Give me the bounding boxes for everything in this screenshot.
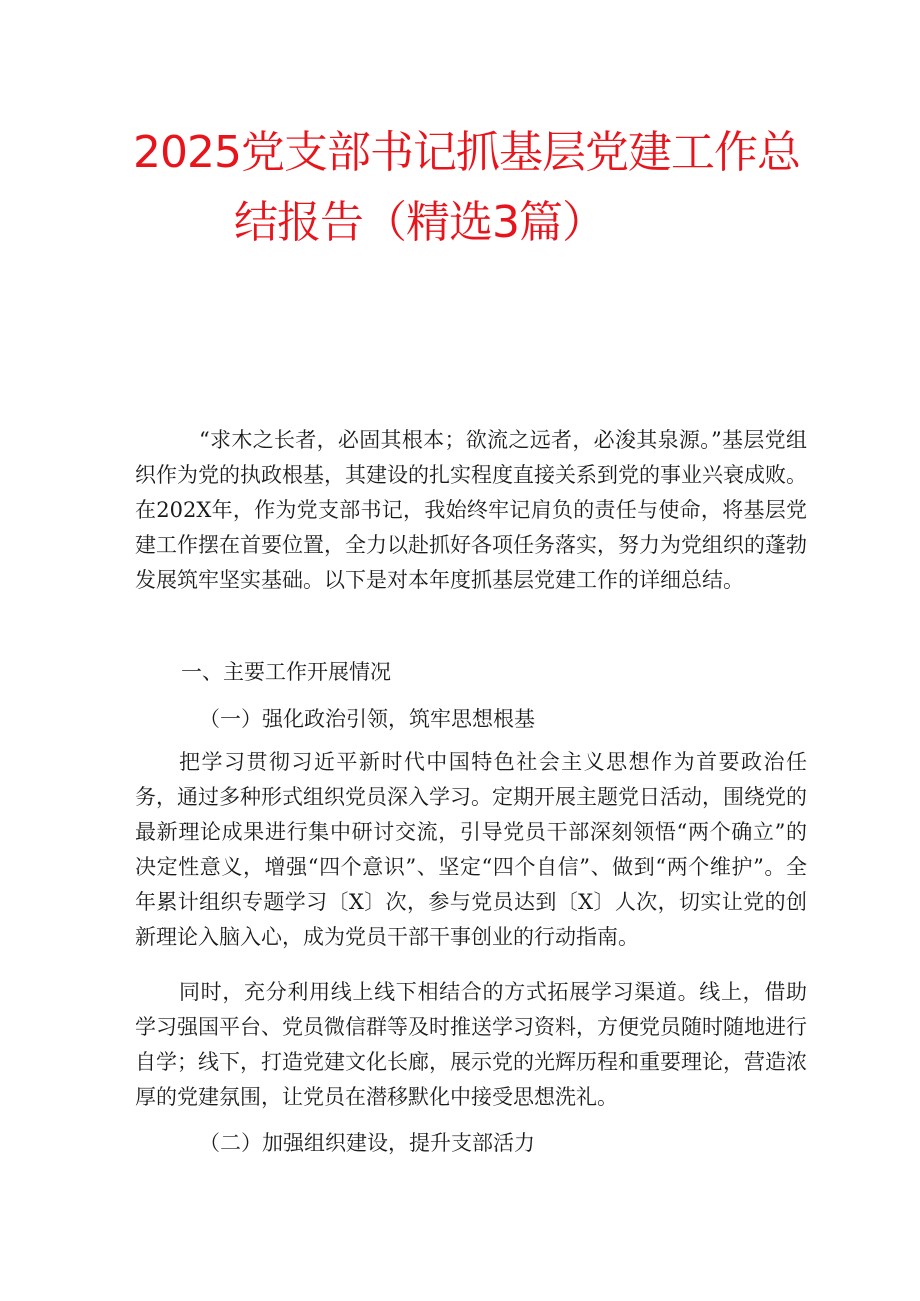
- paragraph-learning-channels: 同时，充分利用线上线下相结合的方式拓展学习渠道。线上，借助学习强国平台、党员微信群等及时推送学习资料，方便党员随时随地进行自学；线下，打造党建文化长廊，展示党的光辉历程和重要理论，营造浓厚的党建氛围，让党员在潜移默化中接受思想洗礼。: [135, 980, 807, 1109]
- paragraph-study-theory: 把学习贯彻习近平新时代中国特色社会主义思想作为首要政治任务，通过多种形式组织党员深入学习。定期开展主题党日活动，围绕党的最新理论成果进行集中研讨交流，引导党员干部深刻领悟“两个确立”的决定性意义，增强“四个意识”、坚定“四个自信”、做到“两个维护”。全年累计组织专题学习〔X〕次，参与党员达到〔X〕人次，切实让党的创新理论入脑入心，成为党员干部干事创业的行动指南。: [135, 750, 807, 949]
- document-title: [0, 118, 920, 258]
- title-line-2: 结报告（精选3篇）: [234, 197, 605, 248]
- intro-paragraph: “求木之长者，必固其根本；欲流之远者，必浚其泉源。”基层党组织作为党的执政根基，其建设的扎实程度直接关系到党的事业兴衰成败。在202X年，作为党支部书记，我始终牢记肩负的责任与使命，将基层党建工作摆在首要位置，全力以赴抓好各项任务落实，努力为党组织的蓬勃发展筑牢坚实基础。以下是对本年度抓基层党建工作的详细总结。: [135, 428, 807, 592]
- subsection-heading-organization-building: （二）加强组织建设，提升支部活力: [199, 1131, 535, 1155]
- title-line-1: 2025党支部书记抓基层党建工作总: [133, 127, 800, 178]
- subsection-heading-political-guidance: （一）强化政治引领，筑牢思想根基: [199, 707, 535, 731]
- section-heading-main-work: 一、主要工作开展情况: [181, 660, 391, 684]
